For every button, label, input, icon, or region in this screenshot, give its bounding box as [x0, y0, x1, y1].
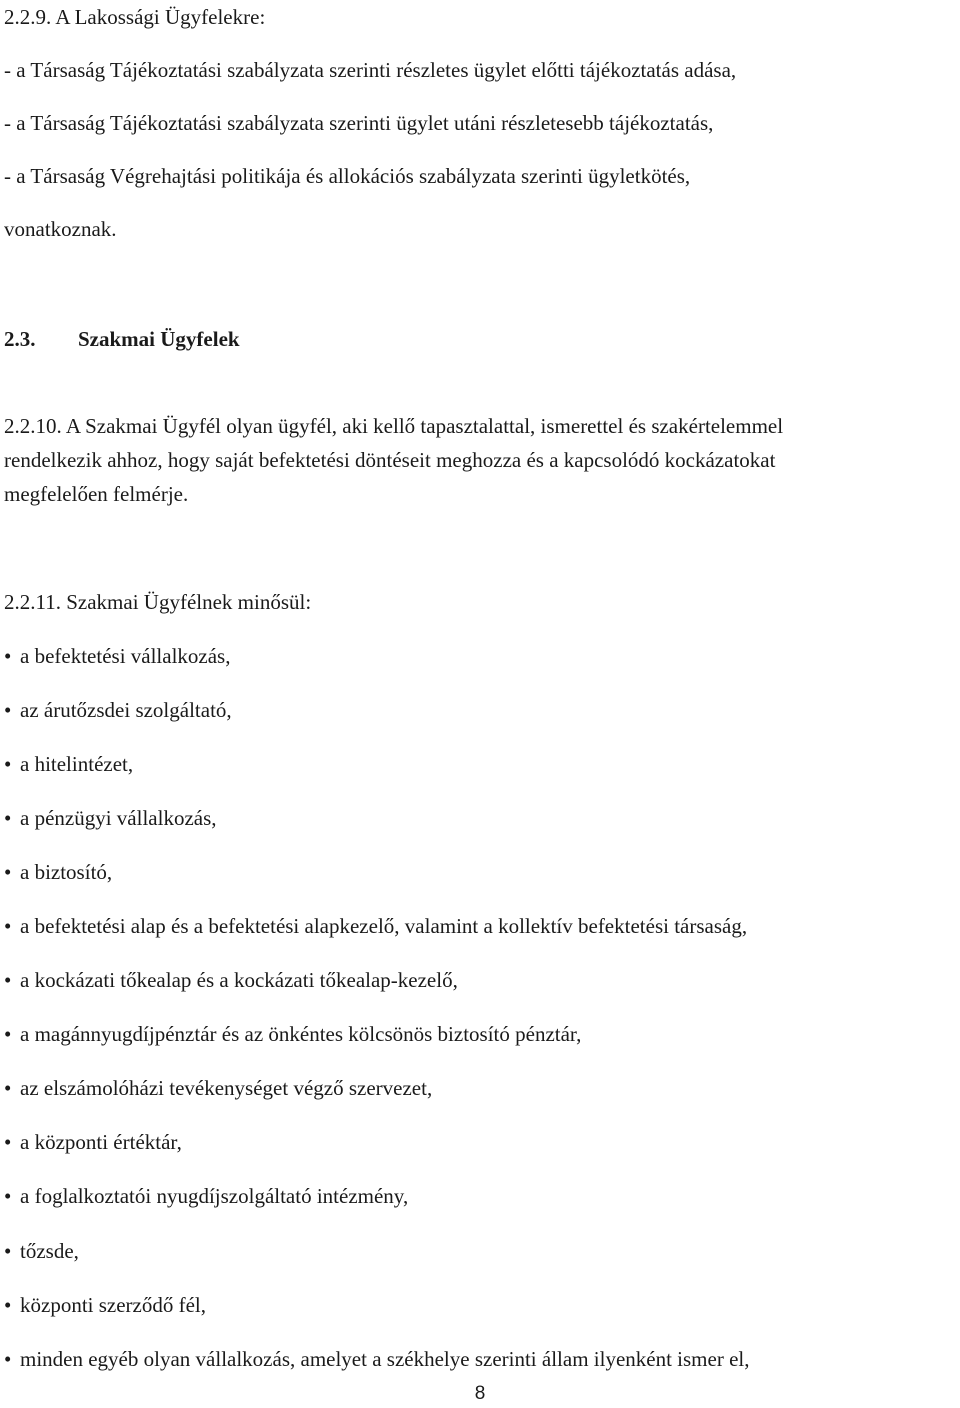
bullet-icon: •	[4, 752, 12, 776]
list-item-text: minden egyéb olyan vállalkozás, amelyet a székhelye szerinti állam ilyenként ismer el,	[20, 1347, 750, 1371]
section-2-2-9-line: - a Társaság Végrehajtási politikája és allokációs szabályzata szerinti ügyletkötés,	[4, 164, 691, 188]
list-item-text: a biztosító,	[20, 860, 113, 884]
list-item	[4, 641, 230, 671]
section-2-2-9-line: - a Társaság Tájékoztatási szabályzata szerinti ügylet utáni részletesebb tájékoztatás,	[4, 111, 714, 135]
list-item-text: a magánnyugdíjpénztár és az önkéntes kölcsönös biztosító pénztár,	[20, 1022, 582, 1046]
list-item	[4, 1073, 432, 1103]
section-2-2-9-line: - a Társaság Tájékoztatási szabályzata szerinti részletes ügylet előtti tájékoztatás adása,	[4, 58, 737, 82]
section-heading	[4, 324, 240, 354]
list-item-text: a kockázati tőkealap és a kockázati tőkealap-kezelő,	[20, 968, 458, 992]
bullet-icon: •	[4, 806, 12, 830]
list-item-text: az elszámolóházi tevékenységet végző szervezet,	[20, 1076, 433, 1100]
section-heading-number: 2.3.	[4, 327, 36, 351]
bullet-icon: •	[4, 1293, 12, 1317]
bullet-icon: •	[4, 1239, 12, 1263]
list-item	[4, 911, 747, 941]
section-2-2-11-title: 2.2.11. Szakmai Ügyfélnek minősül:	[4, 590, 312, 614]
list-item-text: központi szerződő fél,	[20, 1293, 207, 1317]
list-item-text: a pénzügyi vállalkozás,	[20, 806, 217, 830]
section-2-2-10-line: 2.2.10. A Szakmai Ügyfél olyan ügyfél, aki kellő tapasztalattal, ismerettel és szakértelemmel	[4, 414, 784, 438]
list-item	[4, 857, 112, 887]
list-item	[4, 965, 458, 995]
section-heading-title: Szakmai Ügyfelek	[78, 327, 240, 351]
bullet-icon: •	[4, 1130, 12, 1154]
list-item	[4, 1019, 581, 1049]
list-item	[4, 1127, 182, 1157]
bullet-icon: •	[4, 1184, 12, 1208]
list-item-text: a befektetési alap és a befektetési alapkezelő, valamint a kollektív befektetési társaság,	[20, 914, 748, 938]
section-2-2-10-line: rendelkezik ahhoz, hogy saját befektetési döntéseit meghozza és a kapcsolódó kockázatokat	[4, 448, 776, 472]
bullet-icon: •	[4, 1347, 12, 1371]
bullet-icon: •	[4, 1022, 12, 1046]
list-item-text: a befektetési vállalkozás,	[20, 644, 231, 668]
list-item	[4, 1290, 206, 1320]
page-number: 8	[474, 1383, 486, 1404]
section-2-2-9-title: 2.2.9. A Lakossági Ügyfelekre:	[4, 5, 266, 29]
bullet-icon: •	[4, 1076, 12, 1100]
list-item-text: a központi értéktár,	[20, 1130, 182, 1154]
bullet-icon: •	[4, 698, 12, 722]
list-item	[4, 1181, 408, 1211]
bullet-icon: •	[4, 914, 12, 938]
list-item	[4, 1344, 749, 1374]
list-item-text: az árutőzsdei szolgáltató,	[20, 698, 232, 722]
list-item-text: tőzsde,	[20, 1239, 79, 1263]
list-item	[4, 803, 217, 833]
section-2-2-10-line: megfelelően felmérje.	[4, 482, 189, 506]
list-item-text: a foglalkoztatói nyugdíjszolgáltató intézmény,	[20, 1184, 409, 1208]
bullet-icon: •	[4, 968, 12, 992]
bullet-icon: •	[4, 644, 12, 668]
list-item	[4, 1236, 79, 1266]
list-item	[4, 749, 133, 779]
list-item	[4, 695, 232, 725]
bullet-icon: •	[4, 860, 12, 884]
section-2-2-9-line: vonatkoznak.	[4, 217, 117, 241]
list-item-text: a hitelintézet,	[20, 752, 134, 776]
